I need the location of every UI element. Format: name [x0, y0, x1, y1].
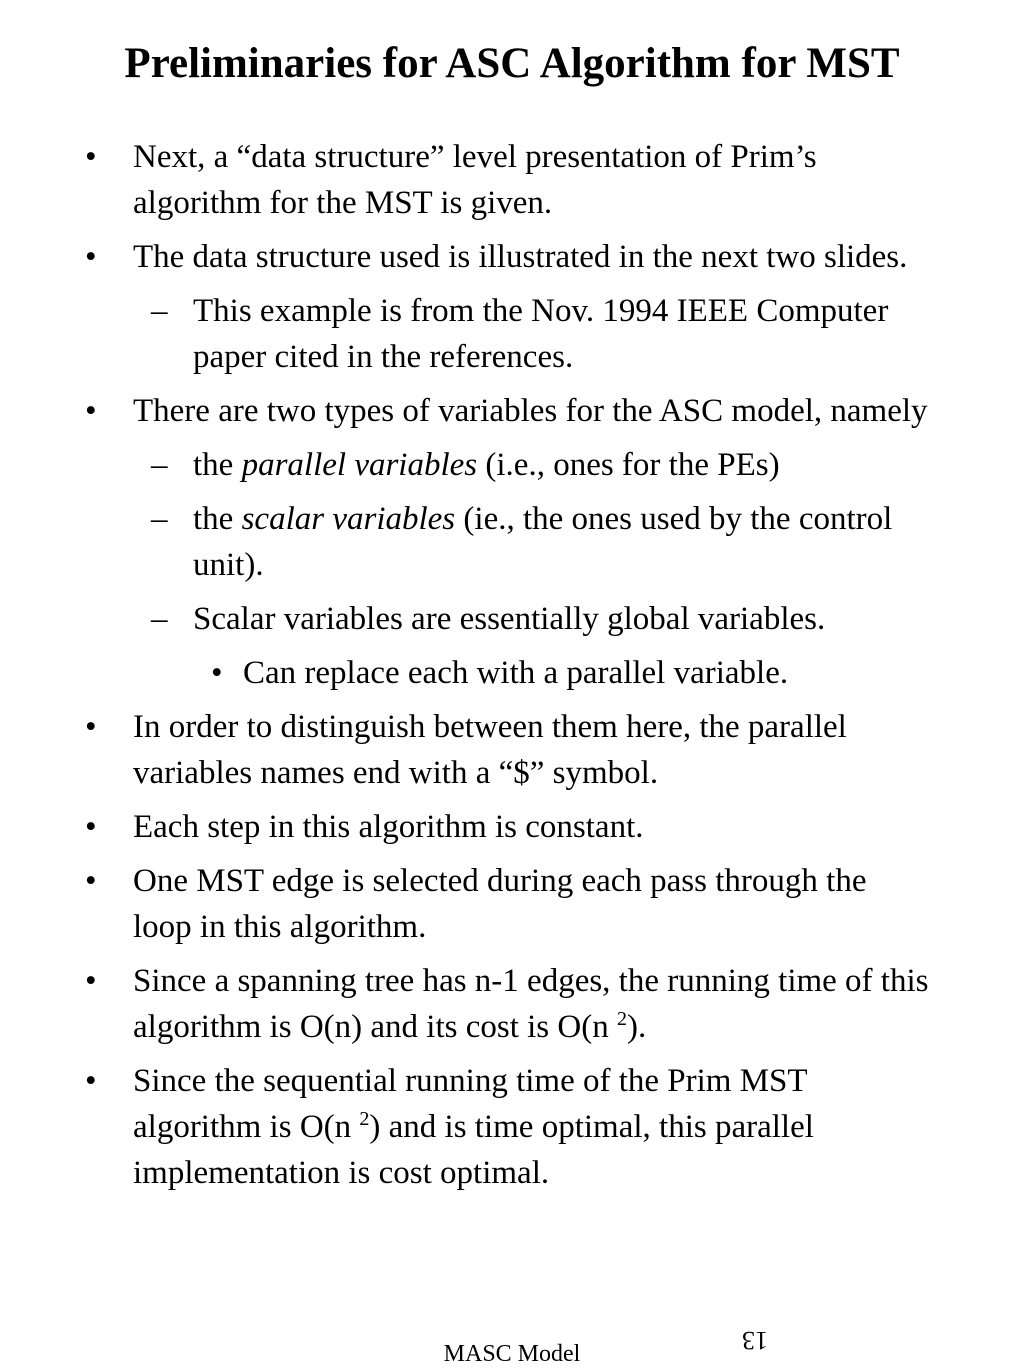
slide-title: Preliminaries for ASC Algorithm for MST: [124, 40, 900, 87]
bullet-marker: •: [85, 809, 97, 845]
bullet-text-post: ).: [626, 1009, 647, 1045]
bullet-marker: •: [85, 709, 97, 745]
bullet-text-pre: Since the sequential running time of the Prim MST algorithm is O(n: [133, 1063, 807, 1145]
bullet-text-pre: Since a spanning tree has n-1 edges, the running time of this algorithm is O(n) and its cost is O(n: [133, 963, 929, 1045]
bullet-text: One MST edge is selected during each pass through the loop in this algorithm.: [133, 863, 867, 945]
bullet-item: [0, 858, 933, 950]
bullet-text-post: ) and is time optimal, this parallel implementation is cost optimal.: [133, 1109, 814, 1191]
sub-bullet-text-post: (i.e., ones for the PEs): [477, 447, 780, 483]
superscript: 2: [359, 1108, 370, 1130]
dash-marker: –: [151, 501, 168, 537]
bullet-item: [0, 804, 933, 850]
bullet-item: [0, 134, 933, 226]
dash-marker: –: [151, 601, 168, 637]
sub-sub-bullet-item: [0, 650, 933, 696]
sub-sub-bullet-text: Can replace each with a parallel variable.: [243, 655, 789, 691]
bullet-text: Each step in this algorithm is constant.: [133, 809, 644, 845]
sub-bullet-item: [0, 288, 933, 380]
bullet-marker: •: [85, 139, 97, 175]
sub-bullet-text-pre: the: [193, 447, 242, 483]
dash-marker: –: [151, 447, 168, 483]
parallel-variables-term: parallel variables: [241, 447, 478, 483]
sub-bullet-text: Scalar variables are essentially global variables.: [193, 601, 826, 637]
bullet-text: Next, a “data structure” level presentation of Prim’s algorithm for the MST is given.: [133, 139, 817, 221]
bullet-marker: •: [85, 963, 97, 999]
bullet-item: [0, 234, 933, 280]
scalar-variables-term: scalar variables: [241, 501, 456, 537]
bullet-text: There are two types of variables for the ASC model, namely: [133, 393, 928, 429]
superscript: 2: [616, 1008, 627, 1030]
bullet-list: [0, 134, 1024, 1204]
footer-label: MASC Model: [443, 1341, 581, 1367]
bullet-text: The data structure used is illustrated in the next two slides.: [133, 239, 908, 275]
bullet-item: [0, 1058, 933, 1196]
bullet-text: In order to distinguish between them here, the parallel variables names end with a “$” symbol.: [133, 709, 847, 791]
sub-bullet-item: [0, 496, 933, 588]
bullet-marker: •: [85, 863, 97, 899]
dash-marker: –: [151, 293, 168, 329]
bullet-item: [0, 704, 933, 796]
bullet-item: [0, 958, 933, 1050]
bullet-marker: •: [85, 239, 97, 275]
sub-bullet-item: [0, 442, 933, 488]
sub-bullet-text-post: (ie., the ones used by the control unit).: [193, 501, 893, 583]
small-bullet-marker: •: [211, 655, 223, 691]
sub-bullet-text-pre: the: [193, 501, 242, 537]
sub-bullet-text: This example is from the Nov. 1994 IEEE Computer paper cited in the references.: [193, 293, 889, 375]
bullet-marker: •: [85, 393, 97, 429]
page-number: 13: [742, 1326, 768, 1355]
bullet-item: [0, 388, 933, 434]
sub-bullet-item: [0, 596, 933, 642]
bullet-marker: •: [85, 1063, 97, 1099]
